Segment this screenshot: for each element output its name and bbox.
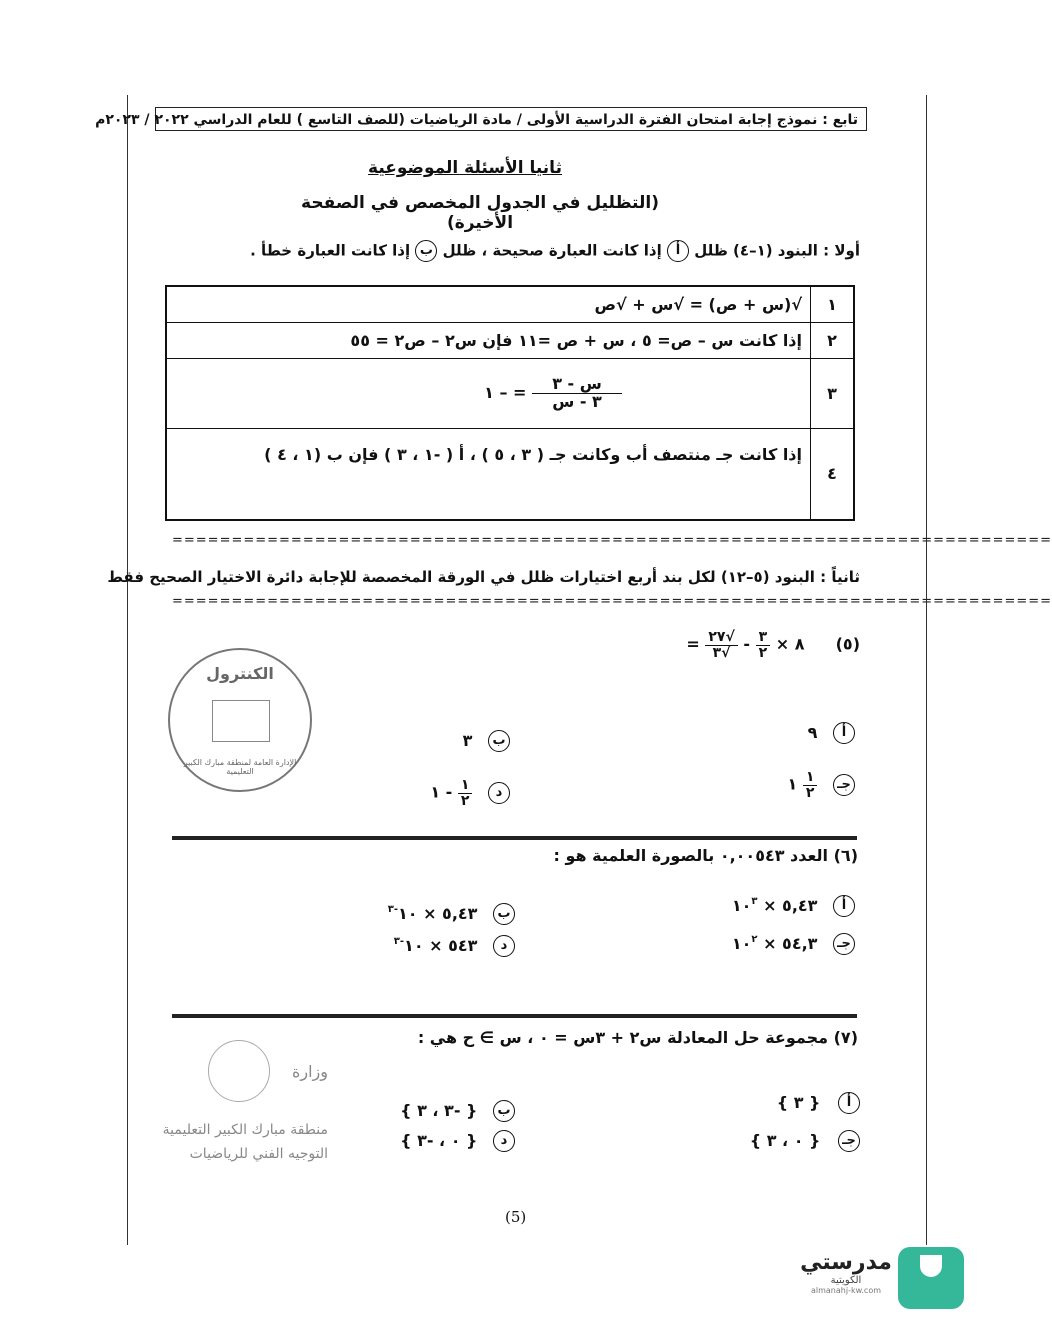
q5-option-b[interactable]: ب ٣ xyxy=(360,730,510,752)
q6-option-c[interactable]: جـ ٥٤,٣ × $١٠^٢$ xyxy=(650,933,855,955)
item-fraction xyxy=(166,358,811,428)
part1-instruction xyxy=(250,240,860,262)
q7-option-c[interactable]: جـ { ٠ ، ٣ } xyxy=(700,1130,860,1152)
section-subtitle: (التظليل في الجدول المخصص في الصفحة الأخيرة) xyxy=(301,193,659,233)
divider-rule xyxy=(172,836,857,840)
option-circle[interactable]: د xyxy=(493,935,515,957)
q7-option-b[interactable]: ب { -٣ ، ٣ } xyxy=(360,1100,515,1122)
exam-header: تابع : نموذج إجابة امتحان الفترة الدراسية الأولى / مادة الرياضيات (للصف التاسع ) للعام الدراسي ٢٠٢٢ / ٢٠٢٣م xyxy=(155,107,867,131)
q7-option-d[interactable]: د { ٠ ، -٣ } xyxy=(360,1130,515,1152)
part1-mid: إذا كانت العبارة صحيحة ، ظلل xyxy=(442,241,662,260)
option-circle[interactable]: أ xyxy=(833,895,855,917)
option-circle[interactable]: أ xyxy=(833,722,855,744)
option-circle[interactable]: جـ xyxy=(838,1130,860,1152)
fraction-rhs: = – ١ xyxy=(484,382,527,402)
q5-option-a[interactable]: أ ٩ xyxy=(700,722,855,744)
q7-option-a[interactable]: أ { ٣ } xyxy=(700,1092,860,1114)
part2-instruction: ثانياً : البنود (٥–١٢) لكل بند أربع اختيارات ظلل في الورقة المخصصة للإجابة دائرة الاختيار الصحيح فقط xyxy=(107,568,860,586)
circle-a: أ xyxy=(667,240,689,262)
option-circle[interactable]: ب xyxy=(493,1100,515,1122)
site-logo-text[interactable]: مدرستي الكويتية almanahj-kw.com xyxy=(800,1250,892,1295)
item-text: √(س + ص) = √س + √ص xyxy=(166,286,811,322)
option-circle[interactable]: جـ xyxy=(833,933,855,955)
option-circle[interactable]: ب xyxy=(488,730,510,752)
q6-option-d[interactable]: د ٥٤٣ × $١٠^{-٣}$ xyxy=(310,935,515,957)
q5-expression: (٥) ٨ × $\frac{٣}{٢}$ - $\frac{√٢٧}{√٣}$ = xyxy=(686,629,860,661)
item-number: ٢ xyxy=(811,322,855,358)
option-circle[interactable]: ب xyxy=(493,903,515,925)
circle-b: ب xyxy=(415,240,437,262)
item-number: ٣ xyxy=(811,358,855,428)
q7-question: (٧) مجموعة حل المعادلة س٢ + ٣س = ٠ ، س ∋ ح هي : xyxy=(417,1028,858,1047)
site-logo-icon[interactable] xyxy=(898,1247,964,1309)
part1-prefix: أولا : البنود (١–٤) ظلل xyxy=(694,241,860,260)
emblem-icon xyxy=(208,1040,270,1102)
item-number: ١ xyxy=(811,286,855,322)
divider-rule xyxy=(172,1014,857,1018)
option-circle[interactable]: د xyxy=(488,782,510,804)
q6-option-b[interactable]: ب ٥,٤٣ × $١٠^{-٣}$ xyxy=(310,903,515,925)
section-title: ثانيا الأسئلة الموضوعية xyxy=(368,158,562,178)
page-number: (5) xyxy=(505,1208,527,1226)
emblem-icon xyxy=(212,700,270,742)
item-text: إذا كانت جـ منتصف أب وكانت جـ ( ٣ ، ٥ ) ، أ ( -١ ، ٣ ) فإن ب (١ ، ٤ ) xyxy=(166,428,811,520)
q6-question: (٦) العدد ٠,٠٠٥٤٣ بالصورة العلمية هو : xyxy=(553,846,858,865)
part1-suffix: إذا كانت العبارة خطأ . xyxy=(250,241,411,260)
true-false-table xyxy=(165,285,855,521)
q5-option-d[interactable]: د $\frac{١}{٢}$ - ١ xyxy=(360,778,510,808)
fraction: $\frac{\text{س - ٣}}{\text{٣ - س}}$ xyxy=(532,376,622,411)
q5-label: (٥) xyxy=(835,634,860,654)
item-text: إذا كانت س – ص= ٥ ، س + ص =١١ فإن س٢ – ص٢ = ٥٥ xyxy=(166,322,811,358)
q5-option-c[interactable]: جـ $\frac{١}{٢}$ ١ xyxy=(700,770,855,800)
q6-option-a[interactable]: أ ٥,٤٣ × $١٠^٣$ xyxy=(650,895,855,917)
separator-line: ========================================================================== xyxy=(172,594,1052,609)
separator-line: ========================================================================== xyxy=(172,533,1052,548)
item-number: ٤ xyxy=(811,428,855,520)
option-circle[interactable]: أ xyxy=(838,1092,860,1114)
ministry-stamp: وزارة منطقة مبارك الكبير التعليمية التوجيه الفني للرياضيات xyxy=(168,1040,328,1180)
option-circle[interactable]: جـ xyxy=(833,774,855,796)
control-stamp: الكنترول الإدارة العامة لمنطقة مبارك الكبير التعليمية xyxy=(168,648,312,792)
option-circle[interactable]: د xyxy=(493,1130,515,1152)
